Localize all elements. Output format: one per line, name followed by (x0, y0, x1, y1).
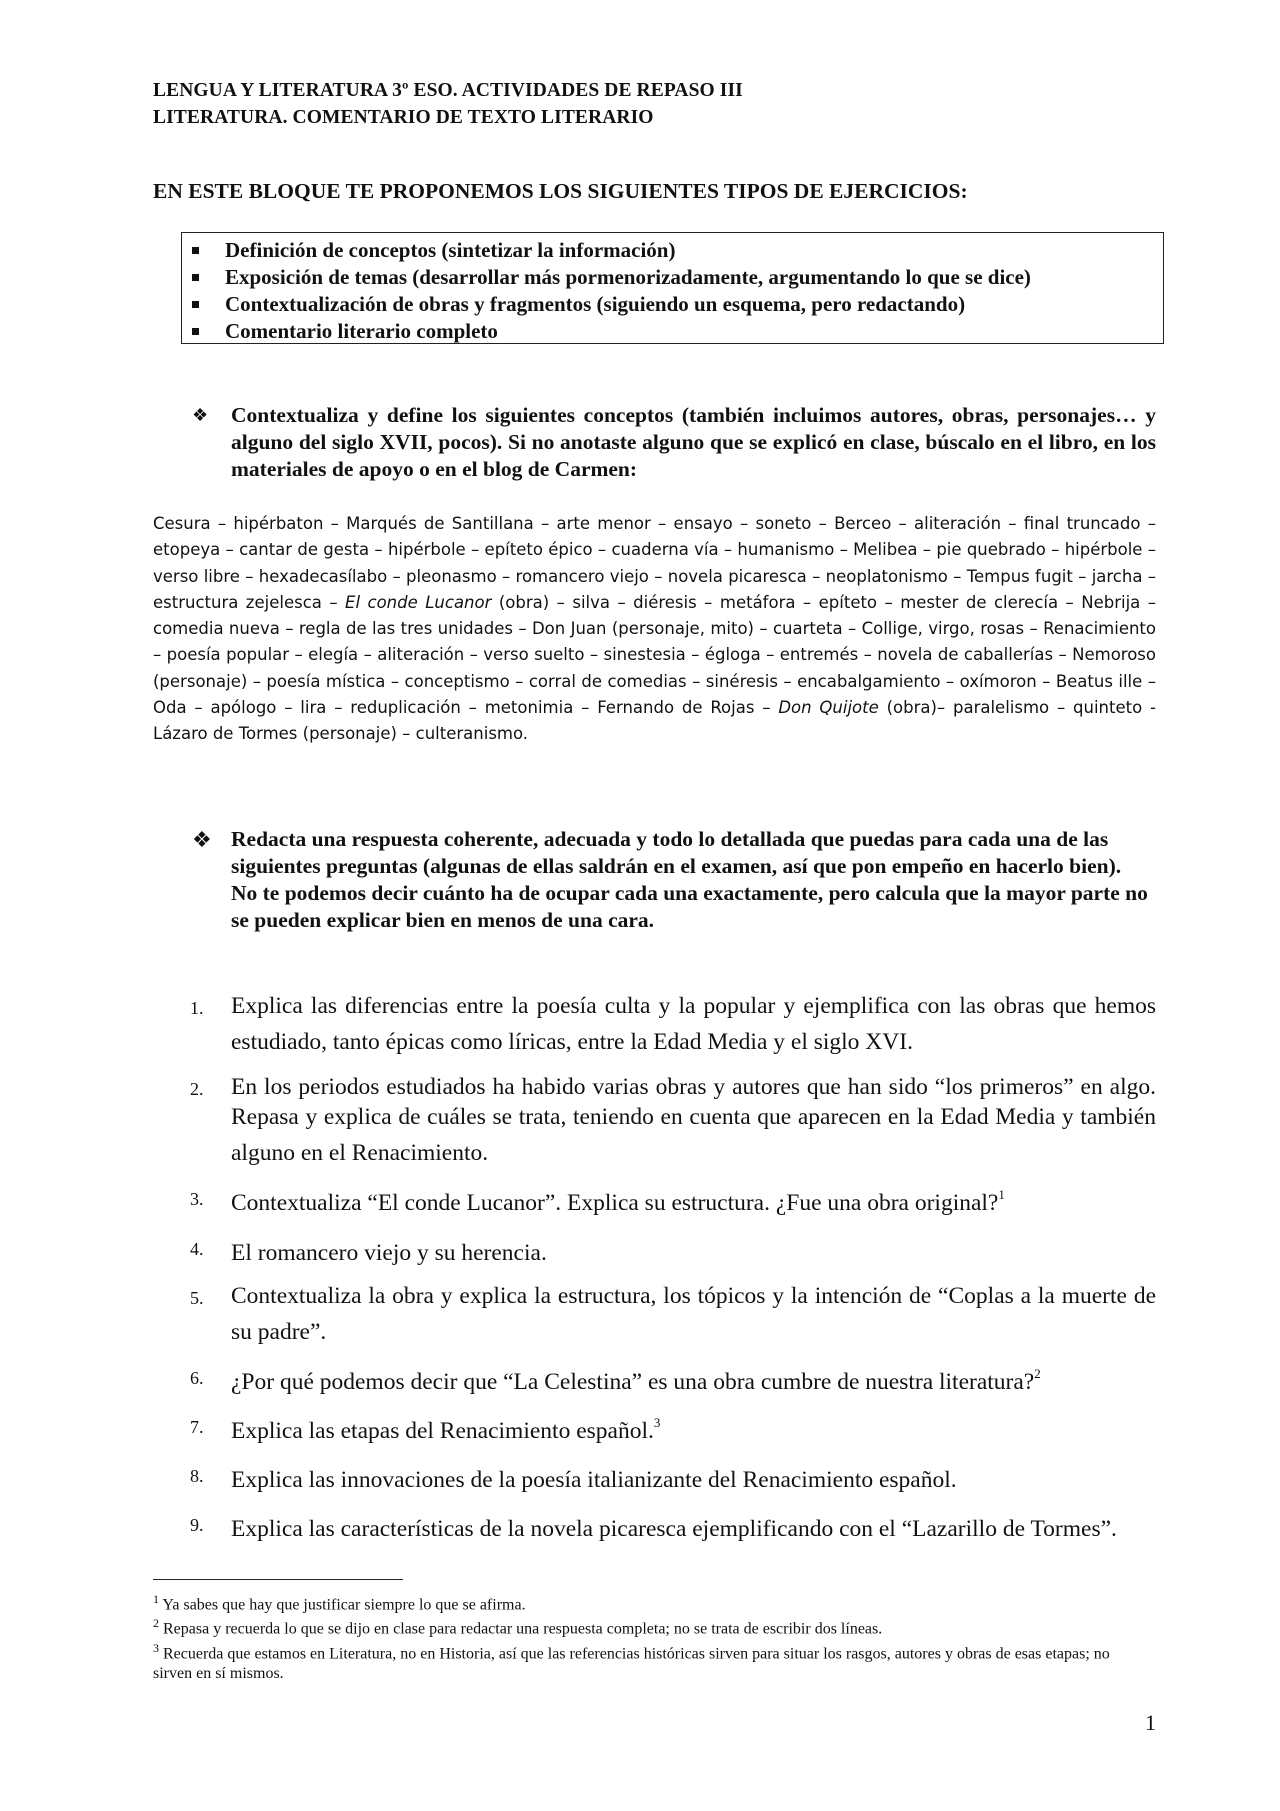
question-item: Explica las innovaciones de la poesía italianizante del Renacimiento español. (231, 1466, 957, 1493)
question-number: 1. (190, 998, 204, 1018)
concepts-list: Cesura – hipérbaton – Marqués de Santillana – arte menor – ensayo – soneto – Berceo – aliteración – final truncado – etopeya – cantar de gesta – hipérbole – epíteto épico – cuaderna vía – humanismo – Melibea – pie quebrado – hipérbole – verso libre – hexadecasílabo – pleonasmo – romancero viejo – novela picaresca – neoplatonismo – Tempus fugit – jarcha – estructura zejelesca – El conde Lucanor (obra) – silva – diéresis – metáfora – epíteto – mester de clerecía – Nebrija – comedia nueva – regla de las tres unidades – Don Juan (personaje, mito) – cuarteta – Collige, virgo, rosas – Renacimiento – poesía popular – elegía – aliteración – verso suelto – sinestesia – égloga – entremés – novela de caballerías – Nemoroso (personaje) – poesía mística – conceptismo – corral de comedias – sinéresis – encabalgamiento – oxímoron – Beatus ille – Oda – apólogo – lira – reduplicación – metonimia – Fernando de Rojas – Don Quijote (obra)– paralelismo – quinteto - Lázaro de Tormes (personaje) – culteranismo. (153, 514, 1157, 744)
header-line-2: LITERATURA. COMENTARIO DE TEXTO LITERARIO (153, 107, 654, 128)
work-title-italic: Don Quijote (778, 698, 879, 718)
question-item: Contextualiza “El conde Lucanor”. Explica su estructura. ¿Fue una obra original?$^1$ (231, 1187, 1005, 1216)
document-header (153, 77, 743, 131)
question-number: 3. (190, 1189, 204, 1209)
question-item: Explica las diferencias entre la poesía culta y la popular y ejemplifica con las obras que hemos estudiado, tanto épicas como líricas, entre la Edad Media y el siglo XVI. (231, 993, 1156, 1055)
square-bullet-icon (192, 247, 199, 254)
question-number: 6. (190, 1368, 204, 1388)
footnote: $^3$ Recuerda que estamos en Literatura, no en Historia, así que las referencias históricas sirven para situar los rasgos, autores y obras de esas etapas; no sirven en sí mismos. (153, 1641, 1110, 1683)
question-item: El romancero viejo y su herencia. (231, 1239, 547, 1266)
section2-instruction: Redacta una respuesta coherente, adecuada y todo lo detallada que puedas para cada una de las siguientes preguntas (algunas de ellas saldrán en el examen, así que pon empeño en hacerlo bien). No te podemos decir cuánto ha de ocupar cada una exactamente, pero calcula que la mayor parte no se pueden explicar bien en menos de una cara. (231, 826, 1156, 934)
question-item: ¿Por qué podemos decir que “La Celestina” es una obra cumbre de nuestra literatura?$^2$ (231, 1366, 1041, 1395)
question-item: Explica las características de la novela picaresca ejemplificando con el “Lazarillo de Tormes”. (231, 1515, 1117, 1542)
exercise-type-item: Contextualización de obras y fragmentos (siguiendo un esquema, pero redactando) (192, 291, 1031, 318)
exercise-type-item: Comentario literario completo (192, 318, 1031, 345)
diamond-bullet-icon: ❖ (192, 827, 212, 852)
intro-heading: EN ESTE BLOQUE TE PROPONEMOS LOS SIGUIENTES TIPOS DE EJERCICIOS: (153, 179, 968, 203)
question-number: 5. (190, 1288, 204, 1308)
footnote: $^1$ Ya sabes que hay que justificar siempre lo que se afirma. (153, 1592, 526, 1614)
question-number: 9. (190, 1515, 204, 1535)
page-number: 1 (1145, 1710, 1156, 1735)
question-item: En los periodos estudiados ha habido varias obras y autores que han sido “los primeros” en algo. Repasa y explica de cuáles se trata, teniendo en cuenta que aparecen en la Edad Media y también alguno en el Renacimiento. (231, 1074, 1156, 1166)
square-bullet-icon (192, 328, 199, 335)
diamond-bullet-icon: ❖ (192, 405, 209, 425)
exercise-type-item: Exposición de temas (desarrollar más pormenorizadamente, argumentando lo que se dice) (192, 264, 1031, 291)
question-number: 7. (190, 1417, 204, 1437)
work-title-italic: El conde Lucanor (345, 592, 492, 612)
exercise-type-item: Definición de conceptos (sintetizar la información) (192, 237, 1031, 264)
footnote: $^2$ Repasa y recuerda lo que se dijo en clase para redactar una respuesta completa; no se trata de escribir dos líneas. (153, 1616, 883, 1638)
footnote-separator (153, 1579, 403, 1580)
section2-note: No te podemos decir cuánto ha de ocupar cada una exactamente, pero calcula que la mayor parte no se pueden explicar bien en menos de una cara. (231, 881, 1148, 932)
square-bullet-icon (192, 301, 199, 308)
exercise-types-box (181, 232, 1164, 344)
question-number: 2. (190, 1079, 204, 1099)
header-line-1: LENGUA Y LITERATURA 3º ESO. ACTIVIDADES DE REPASO III (153, 80, 743, 101)
section1-instruction: Contextualiza y define los siguientes conceptos (también incluimos autores, obras, personajes… y alguno del siglo XVII, pocos). Si no anotaste alguno que se explicó en clase, búscalo en el libro, en los materiales de apoyo o en el blog de Carmen: (231, 403, 1156, 481)
question-number: 4. (190, 1239, 204, 1259)
question-number: 8. (190, 1466, 204, 1486)
square-bullet-icon (192, 274, 199, 281)
question-item: Explica las etapas del Renacimiento español.$^3$ (231, 1415, 661, 1444)
question-item: Contextualiza la obra y explica la estructura, los tópicos y la intención de “Coplas a la muerte de su padre”. (231, 1283, 1156, 1345)
